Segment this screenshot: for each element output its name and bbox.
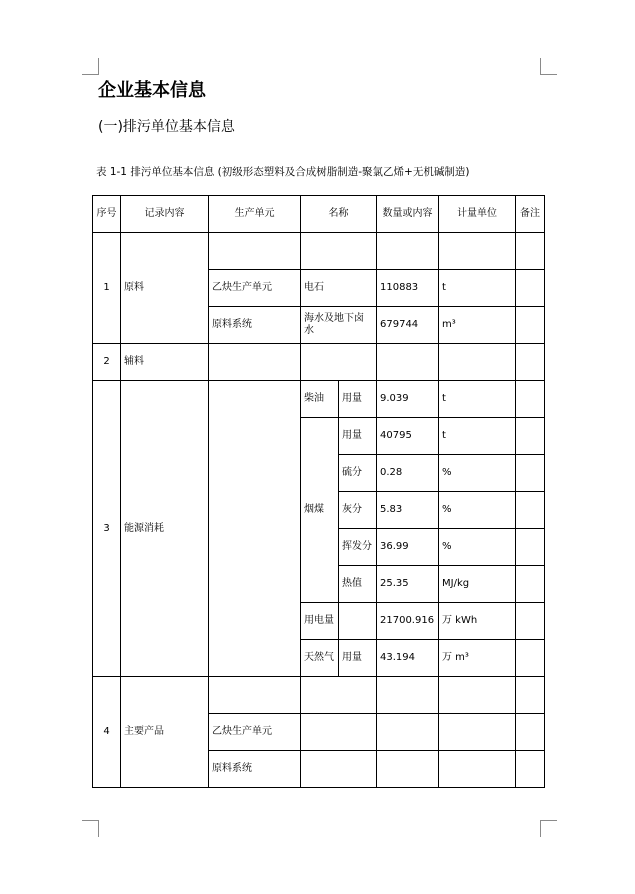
row1-sub2-measure: m³ — [439, 307, 516, 344]
empty-cell — [301, 714, 377, 751]
empty-cell — [516, 714, 545, 751]
row4-seq: 4 — [93, 677, 121, 788]
diesel-item: 用量 — [339, 381, 377, 418]
row1-record: 原料 — [121, 233, 209, 344]
coal-name: 烟煤 — [301, 418, 339, 603]
coal-qty: 25.35 — [377, 566, 439, 603]
diesel-qty: 9.039 — [377, 381, 439, 418]
coal-measure: MJ/kg — [439, 566, 516, 603]
empty-cell — [209, 677, 301, 714]
empty-cell — [377, 233, 439, 270]
header-seq: 序号 — [93, 196, 121, 233]
empty-cell — [209, 233, 301, 270]
empty-cell — [301, 751, 377, 788]
row1-sub2-name: 海水及地下卤水 — [301, 307, 377, 344]
empty-cell — [377, 751, 439, 788]
empty-cell — [516, 418, 545, 455]
row1-seq: 1 — [93, 233, 121, 344]
coal-qty: 5.83 — [377, 492, 439, 529]
empty-cell — [301, 344, 377, 381]
empty-cell — [301, 233, 377, 270]
coal-item: 灰分 — [339, 492, 377, 529]
row4-sub2-unit: 原料系统 — [209, 751, 301, 788]
row1-sub2-unit: 原料系统 — [209, 307, 301, 344]
empty-cell — [439, 233, 516, 270]
crop-mark-bottom-left — [82, 820, 99, 837]
enterprise-info-table — [92, 195, 545, 788]
row4-sub1-unit: 乙炔生产单元 — [209, 714, 301, 751]
crop-mark-bottom-right — [540, 820, 557, 837]
coal-measure: % — [439, 455, 516, 492]
coal-measure: % — [439, 492, 516, 529]
diesel-measure: t — [439, 381, 516, 418]
empty-cell — [516, 529, 545, 566]
empty-cell — [516, 381, 545, 418]
gas-qty: 43.194 — [377, 640, 439, 677]
table-row — [93, 233, 545, 270]
coal-item: 用量 — [339, 418, 377, 455]
empty-cell — [516, 270, 545, 307]
empty-cell — [516, 307, 545, 344]
empty-cell — [516, 677, 545, 714]
row4-record: 主要产品 — [121, 677, 209, 788]
coal-qty: 0.28 — [377, 455, 439, 492]
power-measure: 万 kWh — [439, 603, 516, 640]
header-record: 记录内容 — [121, 196, 209, 233]
power-qty: 21700.916 — [377, 603, 439, 640]
table-row — [93, 381, 545, 418]
coal-qty: 36.99 — [377, 529, 439, 566]
empty-cell — [516, 492, 545, 529]
row3-record: 能源消耗 — [121, 381, 209, 677]
empty-cell — [377, 344, 439, 381]
coal-measure: t — [439, 418, 516, 455]
table-row — [93, 344, 545, 381]
empty-cell — [209, 344, 301, 381]
row1-sub1-measure: t — [439, 270, 516, 307]
header-unit: 生产单元 — [209, 196, 301, 233]
table-header-row — [93, 196, 545, 233]
coal-measure: % — [439, 529, 516, 566]
empty-cell — [301, 677, 377, 714]
empty-cell — [516, 640, 545, 677]
empty-cell — [377, 677, 439, 714]
diesel-name: 柴油 — [301, 381, 339, 418]
header-note: 备注 — [516, 196, 545, 233]
coal-item: 热值 — [339, 566, 377, 603]
gas-measure: 万 m³ — [439, 640, 516, 677]
row2-record: 辅料 — [121, 344, 209, 381]
empty-cell — [516, 751, 545, 788]
empty-cell — [516, 233, 545, 270]
empty-cell — [339, 603, 377, 640]
empty-cell — [516, 455, 545, 492]
coal-qty: 40795 — [377, 418, 439, 455]
empty-cell — [516, 603, 545, 640]
empty-cell — [209, 381, 301, 677]
empty-cell — [439, 677, 516, 714]
row1-sub2-qty: 679744 — [377, 307, 439, 344]
coal-item: 挥发分 — [339, 529, 377, 566]
row1-sub1-qty: 110883 — [377, 270, 439, 307]
document-heading: 企业基本信息 — [98, 80, 206, 101]
coal-item: 硫分 — [339, 455, 377, 492]
empty-cell — [439, 751, 516, 788]
header-qty: 数量或内容 — [377, 196, 439, 233]
row3-seq: 3 — [93, 381, 121, 677]
row1-sub1-name: 电石 — [301, 270, 377, 307]
empty-cell — [516, 344, 545, 381]
row2-seq: 2 — [93, 344, 121, 381]
power-name: 用电量 — [301, 603, 339, 640]
empty-cell — [377, 714, 439, 751]
table-caption: 表 1-1 排污单位基本信息 (初级形态塑料及合成树脂制造-聚氯乙烯+无机碱制造) — [96, 166, 470, 178]
crop-mark-top-right — [540, 58, 557, 75]
empty-cell — [439, 714, 516, 751]
row1-sub1-unit: 乙炔生产单元 — [209, 270, 301, 307]
section-heading: (一)排污单位基本信息 — [98, 119, 235, 135]
crop-mark-top-left — [82, 58, 99, 75]
empty-cell — [516, 566, 545, 603]
header-measure: 计量单位 — [439, 196, 516, 233]
gas-name: 天然气 — [301, 640, 339, 677]
gas-item: 用量 — [339, 640, 377, 677]
table-row — [93, 677, 545, 714]
empty-cell — [439, 344, 516, 381]
header-name: 名称 — [301, 196, 377, 233]
